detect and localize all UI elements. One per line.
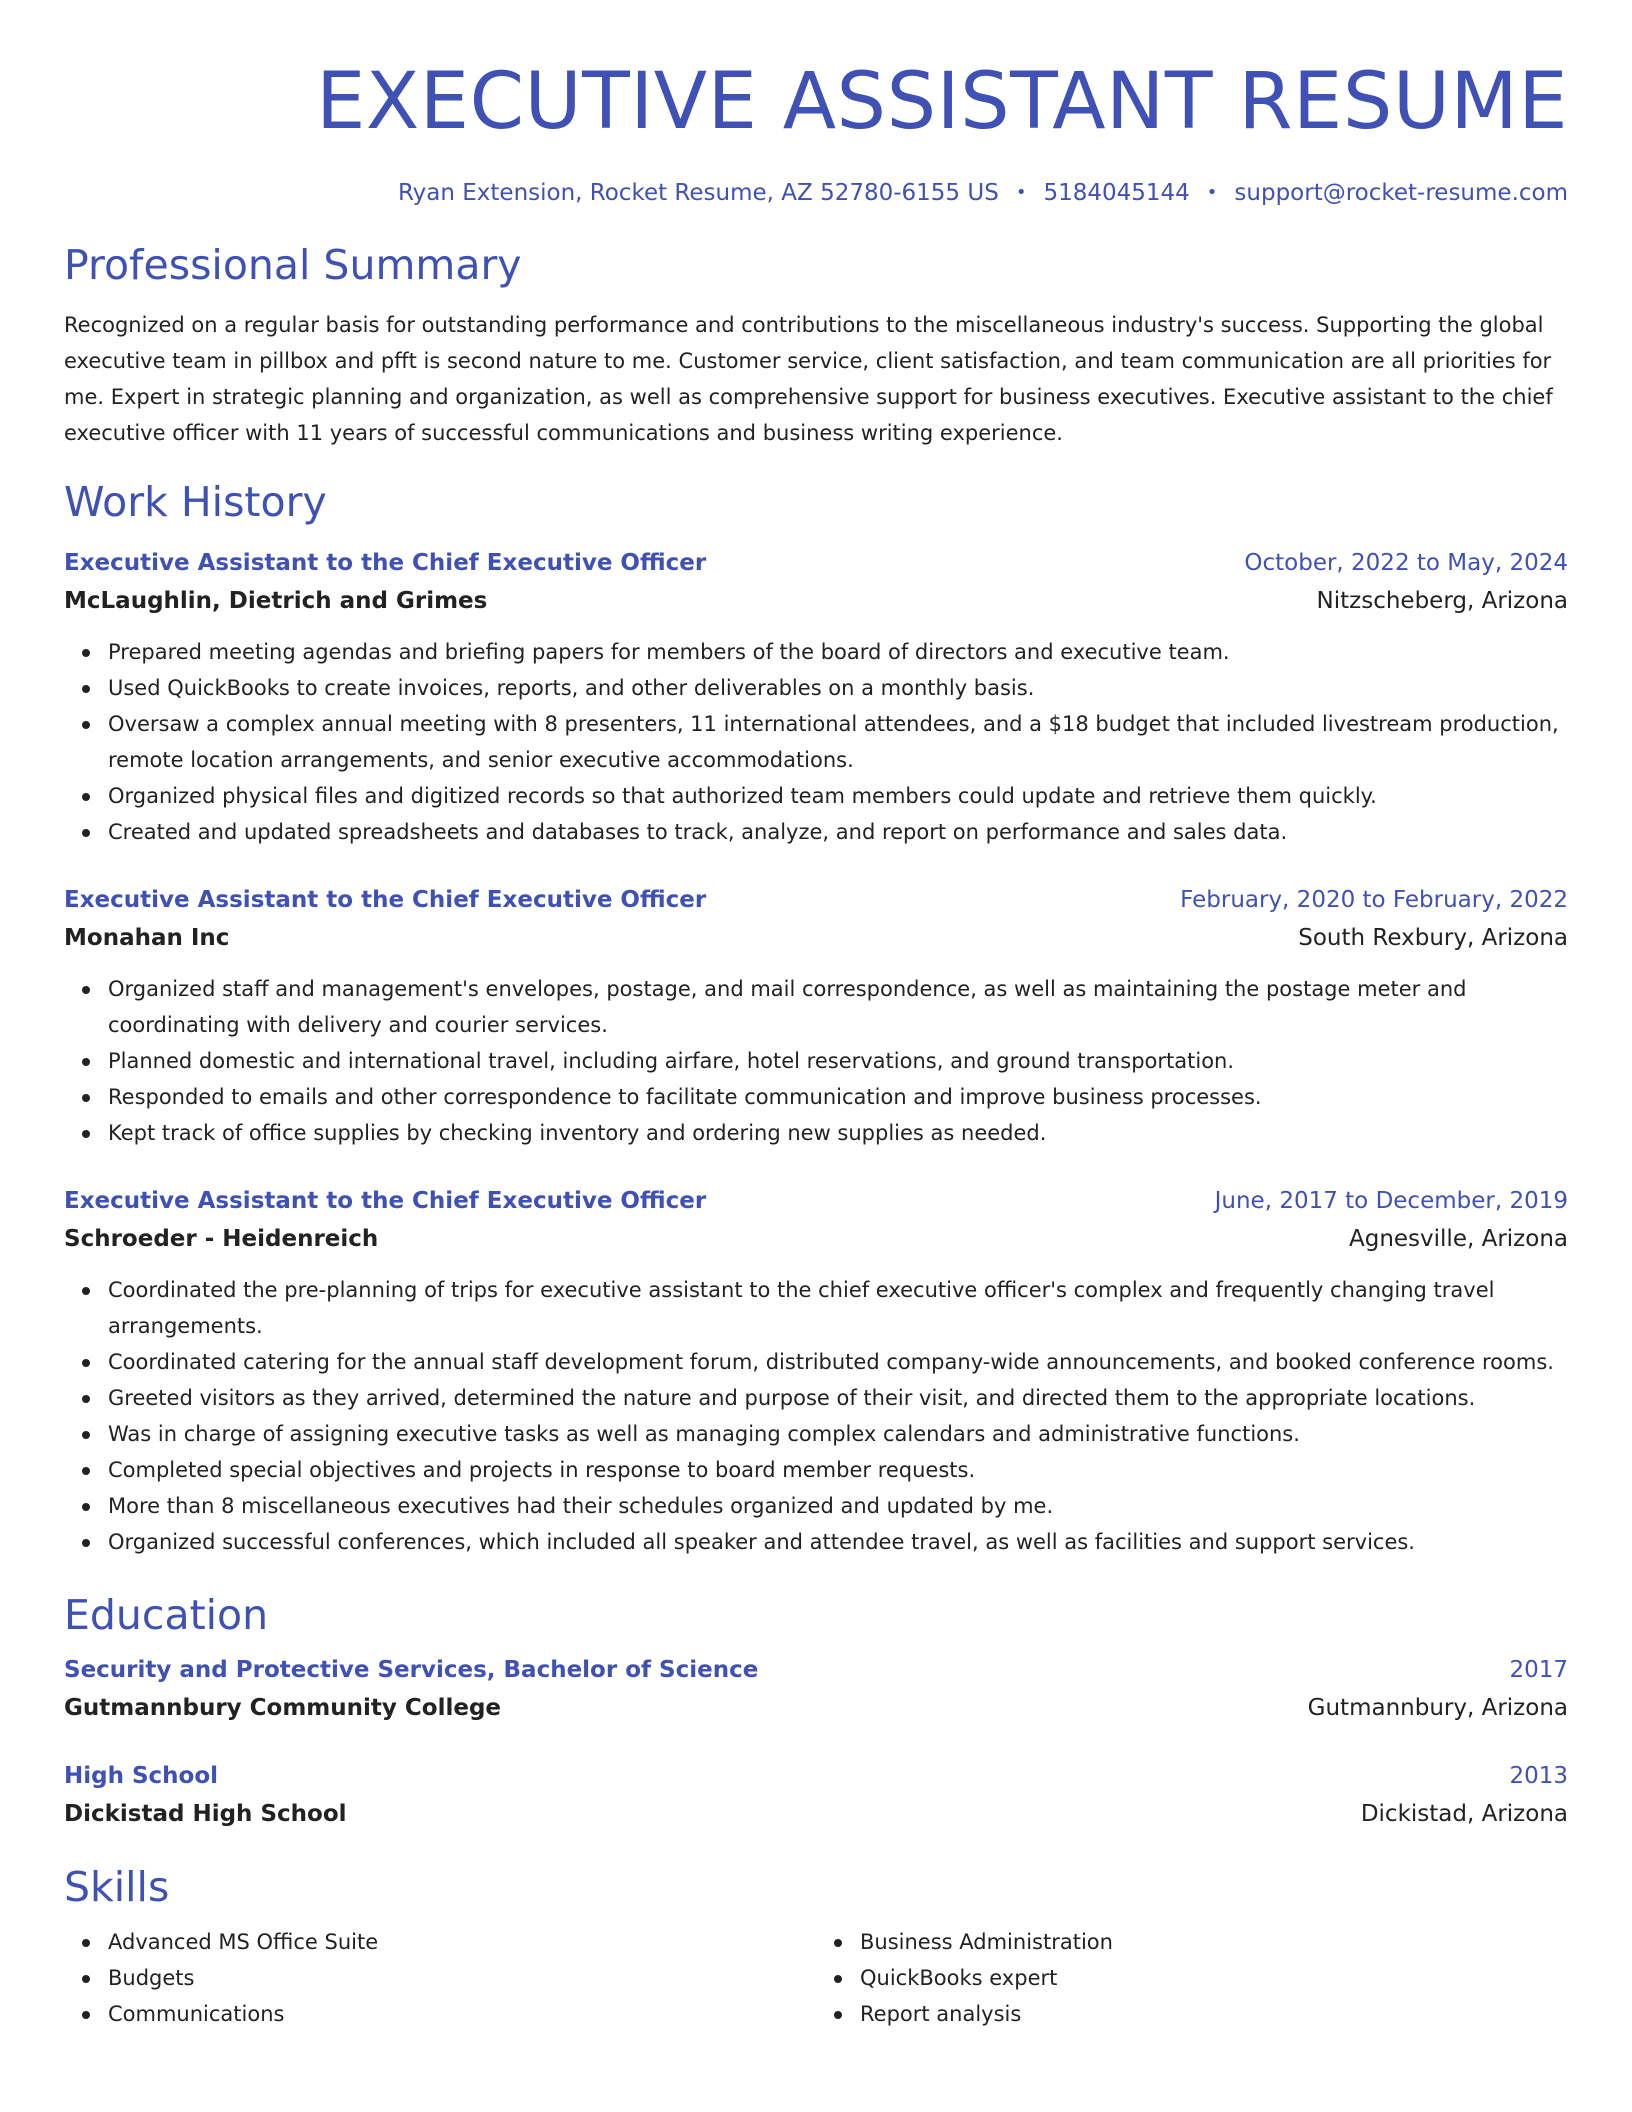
education-entry — [64, 1758, 1568, 1834]
job-entry — [64, 545, 1568, 850]
contact-address: Ryan Extension, Rocket Resume, AZ 52780-6155 US — [397, 180, 999, 206]
job-duty: More than 8 miscellaneous executives had their schedules organized and updated by me. — [108, 1488, 1568, 1524]
skill-item: Communications — [108, 1996, 816, 2032]
job-dates: February, 2020 to February, 2022 — [1180, 887, 1568, 913]
contact-line — [64, 176, 1568, 210]
job-title-row — [64, 1183, 1568, 1219]
skills-column-right — [816, 1924, 1568, 2032]
education-school: Gutmannbury Community College — [64, 1695, 502, 1721]
education-location: Gutmannbury, Arizona — [1307, 1695, 1568, 1721]
contact-phone: 5184045144 — [1043, 180, 1190, 206]
job-dates: October, 2022 to May, 2024 — [1244, 550, 1568, 576]
resume-header — [64, 0, 1568, 210]
job-duty: Planned domestic and international travel, including airfare, hotel reservations, and ground transportation. — [108, 1043, 1568, 1079]
education-degree: High School — [64, 1763, 219, 1789]
job-duty: Created and updated spreadsheets and databases to track, analyze, and report on performance and sales data. — [108, 814, 1568, 850]
education-entry — [64, 1652, 1568, 1728]
education-school-row — [64, 1794, 1568, 1834]
contact-separator: • — [1015, 182, 1027, 203]
job-title-row — [64, 545, 1568, 581]
job-duty: Organized physical files and digitized records so that authorized team members could update and retrieve them quickly. — [108, 778, 1568, 814]
contact-email: support@rocket-resume.com — [1234, 180, 1568, 206]
skills-heading: Skills — [64, 1863, 170, 1911]
job-duty: Coordinated catering for the annual staff development forum, distributed company-wide announcements, and booked conference rooms. — [108, 1344, 1568, 1380]
skill-item: Report analysis — [860, 1996, 1568, 2032]
job-duties — [64, 1272, 1568, 1560]
job-duty: Completed special objectives and projects in response to board member requests. — [108, 1452, 1568, 1488]
resume-page — [64, 0, 1568, 2032]
education-school-row — [64, 1688, 1568, 1728]
skills-column-left — [64, 1924, 816, 2032]
job-employer: McLaughlin, Dietrich and Grimes — [64, 588, 488, 614]
job-location: Nitzscheberg, Arizona — [1316, 588, 1568, 614]
job-employer-row — [64, 1219, 1568, 1259]
work-history-heading: Work History — [64, 478, 327, 526]
job-duty: Kept track of office supplies by checking inventory and ordering new supplies as needed. — [108, 1115, 1568, 1151]
education-degree-row — [64, 1652, 1568, 1688]
skill-item: QuickBooks expert — [860, 1960, 1568, 1996]
job-duty: Responded to emails and other correspondence to facilitate communication and improve business processes. — [108, 1079, 1568, 1115]
job-employer-row — [64, 918, 1568, 958]
job-duty: Prepared meeting agendas and briefing papers for members of the board of directors and executive team. — [108, 634, 1568, 670]
job-duty: Coordinated the pre-planning of trips for executive assistant to the chief executive officer's complex and frequently changing travel arrangements. — [108, 1272, 1568, 1344]
job-location: South Rexbury, Arizona — [1298, 925, 1568, 951]
education-year: 2013 — [1509, 1763, 1568, 1789]
job-location: Agnesville, Arizona — [1349, 1226, 1568, 1252]
education-degree: Security and Protective Services, Bachelor of Science — [64, 1657, 759, 1683]
job-duty: Used QuickBooks to create invoices, reports, and other deliverables on a monthly basis. — [108, 670, 1568, 706]
job-duty: Oversaw a complex annual meeting with 8 presenters, 11 international attendees, and a $18 budget that included livestream production, remote location arrangements, and senior executive accommodations. — [108, 706, 1568, 778]
job-duties — [64, 634, 1568, 850]
skill-item: Advanced MS Office Suite — [108, 1924, 816, 1960]
job-duty: Organized successful conferences, which included all speaker and attendee travel, as well as facilities and support services. — [108, 1524, 1568, 1560]
job-role: Executive Assistant to the Chief Executive Officer — [64, 1188, 707, 1214]
skill-item: Budgets — [108, 1960, 816, 1996]
education-location: Dickistad, Arizona — [1360, 1801, 1568, 1827]
education-heading: Education — [64, 1591, 269, 1639]
skills-list — [64, 1924, 1568, 2032]
job-employer-row — [64, 581, 1568, 621]
job-dates: June, 2017 to December, 2019 — [1214, 1188, 1568, 1214]
summary-heading: Professional Summary — [64, 241, 522, 289]
education-degree-row — [64, 1758, 1568, 1794]
job-duty: Organized staff and management's envelopes, postage, and mail correspondence, as well as maintaining the postage meter and coordinating with delivery and courier services. — [108, 971, 1568, 1043]
job-entry — [64, 882, 1568, 1151]
education-year: 2017 — [1509, 1657, 1568, 1683]
skill-item: Business Administration — [860, 1924, 1568, 1960]
job-employer: Schroeder - Heidenreich — [64, 1226, 379, 1252]
job-title-row — [64, 882, 1568, 918]
resume-title: EXECUTIVE ASSISTANT RESUME — [316, 57, 1568, 147]
job-duty: Greeted visitors as they arrived, determined the nature and purpose of their visit, and directed them to the appropriate locations. — [108, 1380, 1568, 1416]
job-duties — [64, 971, 1568, 1151]
contact-separator: • — [1206, 182, 1218, 203]
job-entry — [64, 1183, 1568, 1560]
job-duty: Was in charge of assigning executive tasks as well as managing complex calendars and administrative functions. — [108, 1416, 1568, 1452]
job-role: Executive Assistant to the Chief Executive Officer — [64, 550, 707, 576]
job-employer: Monahan Inc — [64, 925, 230, 951]
education-school: Dickistad High School — [64, 1801, 347, 1827]
summary-text: Recognized on a regular basis for outstanding performance and contributions to the miscellaneous industry's success. Supporting the global executive team in pillbox and pfft is second nature to me. Customer service, client satisfaction, and team communication are all priorities for me. Expert in strategic planning and organization, as well as comprehensive support for business executives. Executive assistant to the chief executive officer with 11 years of successful communications and business writing experience. — [64, 313, 1553, 445]
job-role: Executive Assistant to the Chief Executive Officer — [64, 887, 707, 913]
